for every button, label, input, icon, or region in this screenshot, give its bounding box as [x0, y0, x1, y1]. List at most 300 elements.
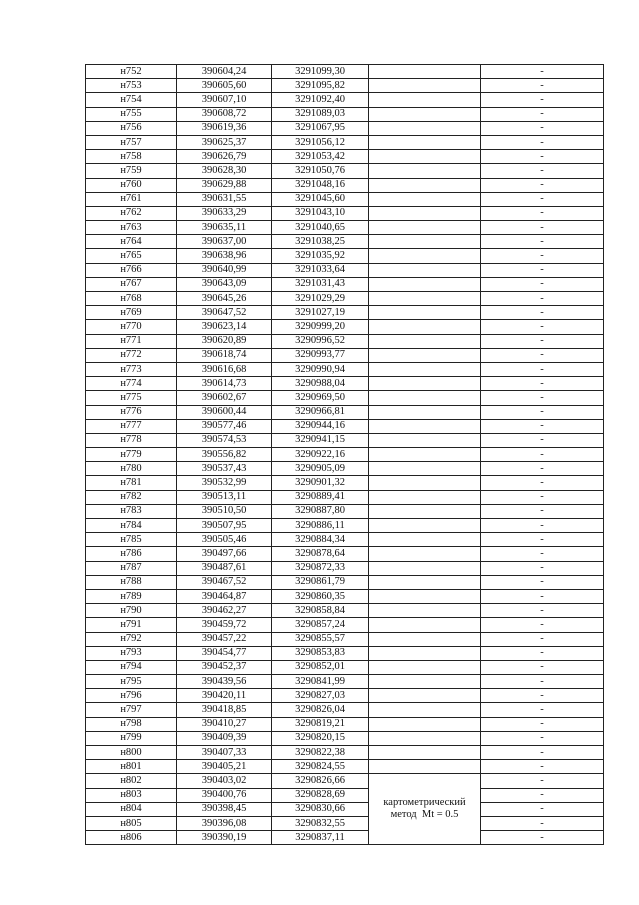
- accuracy-cell: -: [481, 802, 604, 816]
- table-row: [86, 604, 604, 618]
- point-id-cell: н782: [86, 490, 177, 504]
- accuracy-cell: -: [481, 192, 604, 206]
- x-coordinate-cell: 390454,77: [177, 646, 272, 660]
- method-cell-empty: [369, 221, 481, 235]
- x-coordinate-cell: 390390,19: [177, 831, 272, 845]
- point-id-cell: н763: [86, 221, 177, 235]
- point-id-cell: н774: [86, 377, 177, 391]
- accuracy-cell: -: [481, 405, 604, 419]
- x-coordinate-cell: 390629,88: [177, 178, 272, 192]
- method-cell-empty: [369, 277, 481, 291]
- table-row: [86, 788, 604, 802]
- table-row: [86, 306, 604, 320]
- y-coordinate-cell: 3290887,80: [272, 504, 369, 518]
- point-id-cell: н786: [86, 547, 177, 561]
- method-cell-empty: [369, 632, 481, 646]
- point-id-cell: н780: [86, 462, 177, 476]
- x-coordinate-cell: 390452,37: [177, 660, 272, 674]
- accuracy-cell: -: [481, 419, 604, 433]
- point-id-cell: н756: [86, 121, 177, 135]
- x-coordinate-cell: 390614,73: [177, 377, 272, 391]
- x-coordinate-cell: 390487,61: [177, 561, 272, 575]
- accuracy-cell: -: [481, 292, 604, 306]
- table-row: [86, 178, 604, 192]
- y-coordinate-cell: 3290841,99: [272, 675, 369, 689]
- table-row: [86, 816, 604, 830]
- accuracy-cell: -: [481, 561, 604, 575]
- table-row: [86, 221, 604, 235]
- accuracy-cell: -: [481, 816, 604, 830]
- table-row: [86, 717, 604, 731]
- accuracy-cell: -: [481, 178, 604, 192]
- table-row: [86, 802, 604, 816]
- table-row: [86, 362, 604, 376]
- table-row: [86, 448, 604, 462]
- point-id-cell: н778: [86, 433, 177, 447]
- table-row: [86, 533, 604, 547]
- point-id-cell: н789: [86, 589, 177, 603]
- table-row: [86, 760, 604, 774]
- y-coordinate-cell: 3290872,33: [272, 561, 369, 575]
- table-row: [86, 703, 604, 717]
- accuracy-cell: -: [481, 774, 604, 788]
- point-id-cell: н804: [86, 802, 177, 816]
- method-cell-empty: [369, 575, 481, 589]
- y-coordinate-cell: 3290901,32: [272, 476, 369, 490]
- accuracy-cell: -: [481, 164, 604, 178]
- x-coordinate-cell: 390405,21: [177, 760, 272, 774]
- method-cell-empty: [369, 675, 481, 689]
- accuracy-cell: -: [481, 206, 604, 220]
- method-cell-empty: [369, 504, 481, 518]
- accuracy-cell: -: [481, 306, 604, 320]
- accuracy-cell: -: [481, 476, 604, 490]
- table-row: [86, 263, 604, 277]
- table-row: [86, 135, 604, 149]
- x-coordinate-cell: 390410,27: [177, 717, 272, 731]
- x-coordinate-cell: 390403,02: [177, 774, 272, 788]
- y-coordinate-cell: 3290853,83: [272, 646, 369, 660]
- y-coordinate-cell: 3290860,35: [272, 589, 369, 603]
- y-coordinate-cell: 3290857,24: [272, 618, 369, 632]
- method-cell-empty: [369, 391, 481, 405]
- point-id-cell: н802: [86, 774, 177, 788]
- x-coordinate-cell: 390398,45: [177, 802, 272, 816]
- x-coordinate-cell: 390457,22: [177, 632, 272, 646]
- method-cell-empty: [369, 334, 481, 348]
- accuracy-cell: -: [481, 377, 604, 391]
- table-row: [86, 561, 604, 575]
- accuracy-cell: -: [481, 235, 604, 249]
- point-id-cell: н791: [86, 618, 177, 632]
- x-coordinate-cell: 390513,11: [177, 490, 272, 504]
- point-id-cell: н779: [86, 448, 177, 462]
- point-id-cell: н764: [86, 235, 177, 249]
- y-coordinate-cell: 3291099,30: [272, 65, 369, 79]
- method-cell-empty: [369, 107, 481, 121]
- table-row: [86, 334, 604, 348]
- x-coordinate-cell: 390505,46: [177, 533, 272, 547]
- accuracy-cell: -: [481, 604, 604, 618]
- point-id-cell: н752: [86, 65, 177, 79]
- method-cell-empty: [369, 362, 481, 376]
- y-coordinate-cell: 3290858,84: [272, 604, 369, 618]
- y-coordinate-cell: 3290944,16: [272, 419, 369, 433]
- y-coordinate-cell: 3290819,21: [272, 717, 369, 731]
- y-coordinate-cell: 3290852,01: [272, 660, 369, 674]
- point-id-cell: н787: [86, 561, 177, 575]
- point-id-cell: н775: [86, 391, 177, 405]
- accuracy-cell: -: [481, 263, 604, 277]
- accuracy-cell: -: [481, 547, 604, 561]
- y-coordinate-cell: 3291027,19: [272, 306, 369, 320]
- method-cell-empty: [369, 93, 481, 107]
- point-id-cell: н753: [86, 79, 177, 93]
- method-cell-empty: [369, 731, 481, 745]
- x-coordinate-cell: 390638,96: [177, 249, 272, 263]
- x-coordinate-cell: 390633,29: [177, 206, 272, 220]
- accuracy-cell: -: [481, 660, 604, 674]
- y-coordinate-cell: 3290966,81: [272, 405, 369, 419]
- y-coordinate-cell: 3290861,79: [272, 575, 369, 589]
- y-coordinate-cell: 3290826,66: [272, 774, 369, 788]
- y-coordinate-cell: 3291056,12: [272, 135, 369, 149]
- x-coordinate-cell: 390608,72: [177, 107, 272, 121]
- y-coordinate-cell: 3290827,03: [272, 689, 369, 703]
- y-coordinate-cell: 3290988,04: [272, 377, 369, 391]
- x-coordinate-cell: 390407,33: [177, 746, 272, 760]
- y-coordinate-cell: 3291048,16: [272, 178, 369, 192]
- table-row: [86, 646, 604, 660]
- x-coordinate-cell: 390409,39: [177, 731, 272, 745]
- accuracy-cell: -: [481, 675, 604, 689]
- point-id-cell: н765: [86, 249, 177, 263]
- y-coordinate-cell: 3290905,09: [272, 462, 369, 476]
- accuracy-cell: -: [481, 362, 604, 376]
- x-coordinate-cell: 390497,66: [177, 547, 272, 561]
- y-coordinate-cell: 3291031,43: [272, 277, 369, 291]
- method-cell-empty: [369, 348, 481, 362]
- y-coordinate-cell: 3290884,34: [272, 533, 369, 547]
- method-cell-empty: [369, 249, 481, 263]
- point-id-cell: н776: [86, 405, 177, 419]
- x-coordinate-cell: 390439,56: [177, 675, 272, 689]
- x-coordinate-cell: 390462,27: [177, 604, 272, 618]
- point-id-cell: н785: [86, 533, 177, 547]
- table-row: [86, 405, 604, 419]
- point-id-cell: н773: [86, 362, 177, 376]
- x-coordinate-cell: 390507,95: [177, 519, 272, 533]
- table-row: [86, 547, 604, 561]
- accuracy-cell: -: [481, 433, 604, 447]
- table-row: [86, 320, 604, 334]
- y-coordinate-cell: 3290828,69: [272, 788, 369, 802]
- y-coordinate-cell: 3290922,16: [272, 448, 369, 462]
- point-id-cell: н757: [86, 135, 177, 149]
- accuracy-cell: -: [481, 831, 604, 845]
- point-id-cell: н755: [86, 107, 177, 121]
- method-cell-empty: [369, 547, 481, 561]
- table-row: [86, 774, 604, 788]
- accuracy-cell: -: [481, 448, 604, 462]
- table-row: [86, 249, 604, 263]
- method-cell-empty: [369, 164, 481, 178]
- x-coordinate-cell: 390510,50: [177, 504, 272, 518]
- method-cell-empty: [369, 462, 481, 476]
- point-id-cell: н806: [86, 831, 177, 845]
- coordinates-table-body: [86, 65, 604, 845]
- x-coordinate-cell: 390467,52: [177, 575, 272, 589]
- x-coordinate-cell: 390602,67: [177, 391, 272, 405]
- table-row: [86, 150, 604, 164]
- x-coordinate-cell: 390420,11: [177, 689, 272, 703]
- y-coordinate-cell: 3290886,11: [272, 519, 369, 533]
- table-row: [86, 462, 604, 476]
- accuracy-cell: -: [481, 689, 604, 703]
- x-coordinate-cell: 390623,14: [177, 320, 272, 334]
- y-coordinate-cell: 3290826,04: [272, 703, 369, 717]
- method-cell-empty: [369, 235, 481, 249]
- point-id-cell: н772: [86, 348, 177, 362]
- accuracy-cell: -: [481, 348, 604, 362]
- table-row: [86, 575, 604, 589]
- method-cell-empty: [369, 660, 481, 674]
- method-cell-empty: [369, 604, 481, 618]
- point-id-cell: н784: [86, 519, 177, 533]
- x-coordinate-cell: 390607,10: [177, 93, 272, 107]
- y-coordinate-cell: 3291045,60: [272, 192, 369, 206]
- x-coordinate-cell: 390647,52: [177, 306, 272, 320]
- x-coordinate-cell: 390640,99: [177, 263, 272, 277]
- table-row: [86, 831, 604, 845]
- accuracy-cell: -: [481, 334, 604, 348]
- accuracy-cell: -: [481, 519, 604, 533]
- y-coordinate-cell: 3290941,15: [272, 433, 369, 447]
- method-cell-empty: [369, 292, 481, 306]
- point-id-cell: н803: [86, 788, 177, 802]
- x-coordinate-cell: 390574,53: [177, 433, 272, 447]
- table-row: [86, 192, 604, 206]
- point-id-cell: н769: [86, 306, 177, 320]
- table-row: [86, 419, 604, 433]
- y-coordinate-cell: 3290878,64: [272, 547, 369, 561]
- point-id-cell: н766: [86, 263, 177, 277]
- table-row: [86, 391, 604, 405]
- method-cell-empty: [369, 377, 481, 391]
- y-coordinate-cell: 3291067,95: [272, 121, 369, 135]
- point-id-cell: н783: [86, 504, 177, 518]
- point-id-cell: н771: [86, 334, 177, 348]
- y-coordinate-cell: 3290855,57: [272, 632, 369, 646]
- point-id-cell: н798: [86, 717, 177, 731]
- accuracy-cell: -: [481, 533, 604, 547]
- y-coordinate-cell: 3290820,15: [272, 731, 369, 745]
- method-cell-empty: [369, 419, 481, 433]
- method-cell-empty: [369, 646, 481, 660]
- point-id-cell: н777: [86, 419, 177, 433]
- table-row: [86, 164, 604, 178]
- point-id-cell: н790: [86, 604, 177, 618]
- table-row: [86, 519, 604, 533]
- method-cell-empty: [369, 306, 481, 320]
- method-cell-empty: [369, 476, 481, 490]
- accuracy-cell: -: [481, 589, 604, 603]
- point-id-cell: н759: [86, 164, 177, 178]
- y-coordinate-cell: 3291035,92: [272, 249, 369, 263]
- method-cell-empty: [369, 135, 481, 149]
- y-coordinate-cell: 3291053,42: [272, 150, 369, 164]
- accuracy-cell: -: [481, 490, 604, 504]
- accuracy-cell: -: [481, 79, 604, 93]
- x-coordinate-cell: 390537,43: [177, 462, 272, 476]
- accuracy-cell: -: [481, 618, 604, 632]
- point-id-cell: н800: [86, 746, 177, 760]
- table-row: [86, 476, 604, 490]
- table-row: [86, 589, 604, 603]
- x-coordinate-cell: 390645,26: [177, 292, 272, 306]
- method-cell-empty: [369, 405, 481, 419]
- method-name: картометрический: [383, 797, 466, 809]
- method-cell-empty: [369, 65, 481, 79]
- x-coordinate-cell: 390626,79: [177, 150, 272, 164]
- y-coordinate-cell: 3290822,38: [272, 746, 369, 760]
- method-cell-empty: [369, 760, 481, 774]
- table-row: [86, 504, 604, 518]
- x-coordinate-cell: 390616,68: [177, 362, 272, 376]
- accuracy-cell: -: [481, 121, 604, 135]
- y-coordinate-cell: 3290832,55: [272, 816, 369, 830]
- y-coordinate-cell: 3291089,03: [272, 107, 369, 121]
- x-coordinate-cell: 390628,30: [177, 164, 272, 178]
- x-coordinate-cell: 390396,08: [177, 816, 272, 830]
- y-coordinate-cell: 3290830,66: [272, 802, 369, 816]
- method-cell-empty: [369, 689, 481, 703]
- y-coordinate-cell: 3291095,82: [272, 79, 369, 93]
- point-id-cell: н767: [86, 277, 177, 291]
- table-row: [86, 79, 604, 93]
- table-row: [86, 121, 604, 135]
- accuracy-cell: -: [481, 249, 604, 263]
- x-coordinate-cell: 390619,36: [177, 121, 272, 135]
- method-cell-empty: [369, 206, 481, 220]
- method-cell-empty: [369, 561, 481, 575]
- method-cell: [369, 774, 481, 845]
- table-row: [86, 490, 604, 504]
- accuracy-cell: -: [481, 277, 604, 291]
- table-row: [86, 675, 604, 689]
- x-coordinate-cell: 390556,82: [177, 448, 272, 462]
- table-row: [86, 93, 604, 107]
- method-cell-empty: [369, 746, 481, 760]
- y-coordinate-cell: 3290996,52: [272, 334, 369, 348]
- point-id-cell: н795: [86, 675, 177, 689]
- point-id-cell: н762: [86, 206, 177, 220]
- method-cell-empty: [369, 703, 481, 717]
- x-coordinate-cell: 390625,37: [177, 135, 272, 149]
- accuracy-cell: -: [481, 575, 604, 589]
- method-cell-empty: [369, 79, 481, 93]
- accuracy-cell: -: [481, 760, 604, 774]
- accuracy-cell: -: [481, 135, 604, 149]
- method-cell-empty: [369, 519, 481, 533]
- table-row: [86, 206, 604, 220]
- table-row: [86, 235, 604, 249]
- x-coordinate-cell: 390631,55: [177, 192, 272, 206]
- accuracy-cell: -: [481, 391, 604, 405]
- x-coordinate-cell: 390400,76: [177, 788, 272, 802]
- point-id-cell: н793: [86, 646, 177, 660]
- method-cell-empty: [369, 533, 481, 547]
- x-coordinate-cell: 390532,99: [177, 476, 272, 490]
- method-cell-empty: [369, 263, 481, 277]
- x-coordinate-cell: 390604,24: [177, 65, 272, 79]
- x-coordinate-cell: 390618,74: [177, 348, 272, 362]
- y-coordinate-cell: 3291043,10: [272, 206, 369, 220]
- x-coordinate-cell: 390418,85: [177, 703, 272, 717]
- point-id-cell: н805: [86, 816, 177, 830]
- accuracy-cell: -: [481, 703, 604, 717]
- method-cell-empty: [369, 150, 481, 164]
- table-row: [86, 107, 604, 121]
- method-cell-empty: [369, 121, 481, 135]
- table-row: [86, 632, 604, 646]
- accuracy-cell: -: [481, 788, 604, 802]
- method-cell-empty: [369, 192, 481, 206]
- y-coordinate-cell: 3291092,40: [272, 93, 369, 107]
- y-coordinate-cell: 3291040,65: [272, 221, 369, 235]
- y-coordinate-cell: 3290990,94: [272, 362, 369, 376]
- point-id-cell: н797: [86, 703, 177, 717]
- y-coordinate-cell: 3290993,77: [272, 348, 369, 362]
- point-id-cell: н801: [86, 760, 177, 774]
- y-coordinate-cell: 3291033,64: [272, 263, 369, 277]
- table-row: [86, 65, 604, 79]
- accuracy-cell: -: [481, 632, 604, 646]
- accuracy-cell: -: [481, 65, 604, 79]
- table-row: [86, 660, 604, 674]
- table-row: [86, 348, 604, 362]
- y-coordinate-cell: 3291038,25: [272, 235, 369, 249]
- method-cell-empty: [369, 490, 481, 504]
- x-coordinate-cell: 390605,60: [177, 79, 272, 93]
- table-row: [86, 292, 604, 306]
- method-cell-empty: [369, 320, 481, 334]
- x-coordinate-cell: 390620,89: [177, 334, 272, 348]
- table-row: [86, 377, 604, 391]
- y-coordinate-cell: 3290824,55: [272, 760, 369, 774]
- accuracy-cell: -: [481, 731, 604, 745]
- x-coordinate-cell: 390464,87: [177, 589, 272, 603]
- coordinates-table: [85, 64, 604, 845]
- y-coordinate-cell: 3291050,76: [272, 164, 369, 178]
- y-coordinate-cell: 3290969,50: [272, 391, 369, 405]
- x-coordinate-cell: 390635,11: [177, 221, 272, 235]
- point-id-cell: н788: [86, 575, 177, 589]
- y-coordinate-cell: 3291029,29: [272, 292, 369, 306]
- table-row: [86, 689, 604, 703]
- point-id-cell: н760: [86, 178, 177, 192]
- table-row: [86, 433, 604, 447]
- accuracy-cell: -: [481, 107, 604, 121]
- y-coordinate-cell: 3290999,20: [272, 320, 369, 334]
- point-id-cell: н768: [86, 292, 177, 306]
- x-coordinate-cell: 390600,44: [177, 405, 272, 419]
- accuracy-cell: -: [481, 150, 604, 164]
- method-accuracy: метод Mt = 0.5: [390, 809, 459, 821]
- accuracy-cell: -: [481, 504, 604, 518]
- table-row: [86, 731, 604, 745]
- point-id-cell: н770: [86, 320, 177, 334]
